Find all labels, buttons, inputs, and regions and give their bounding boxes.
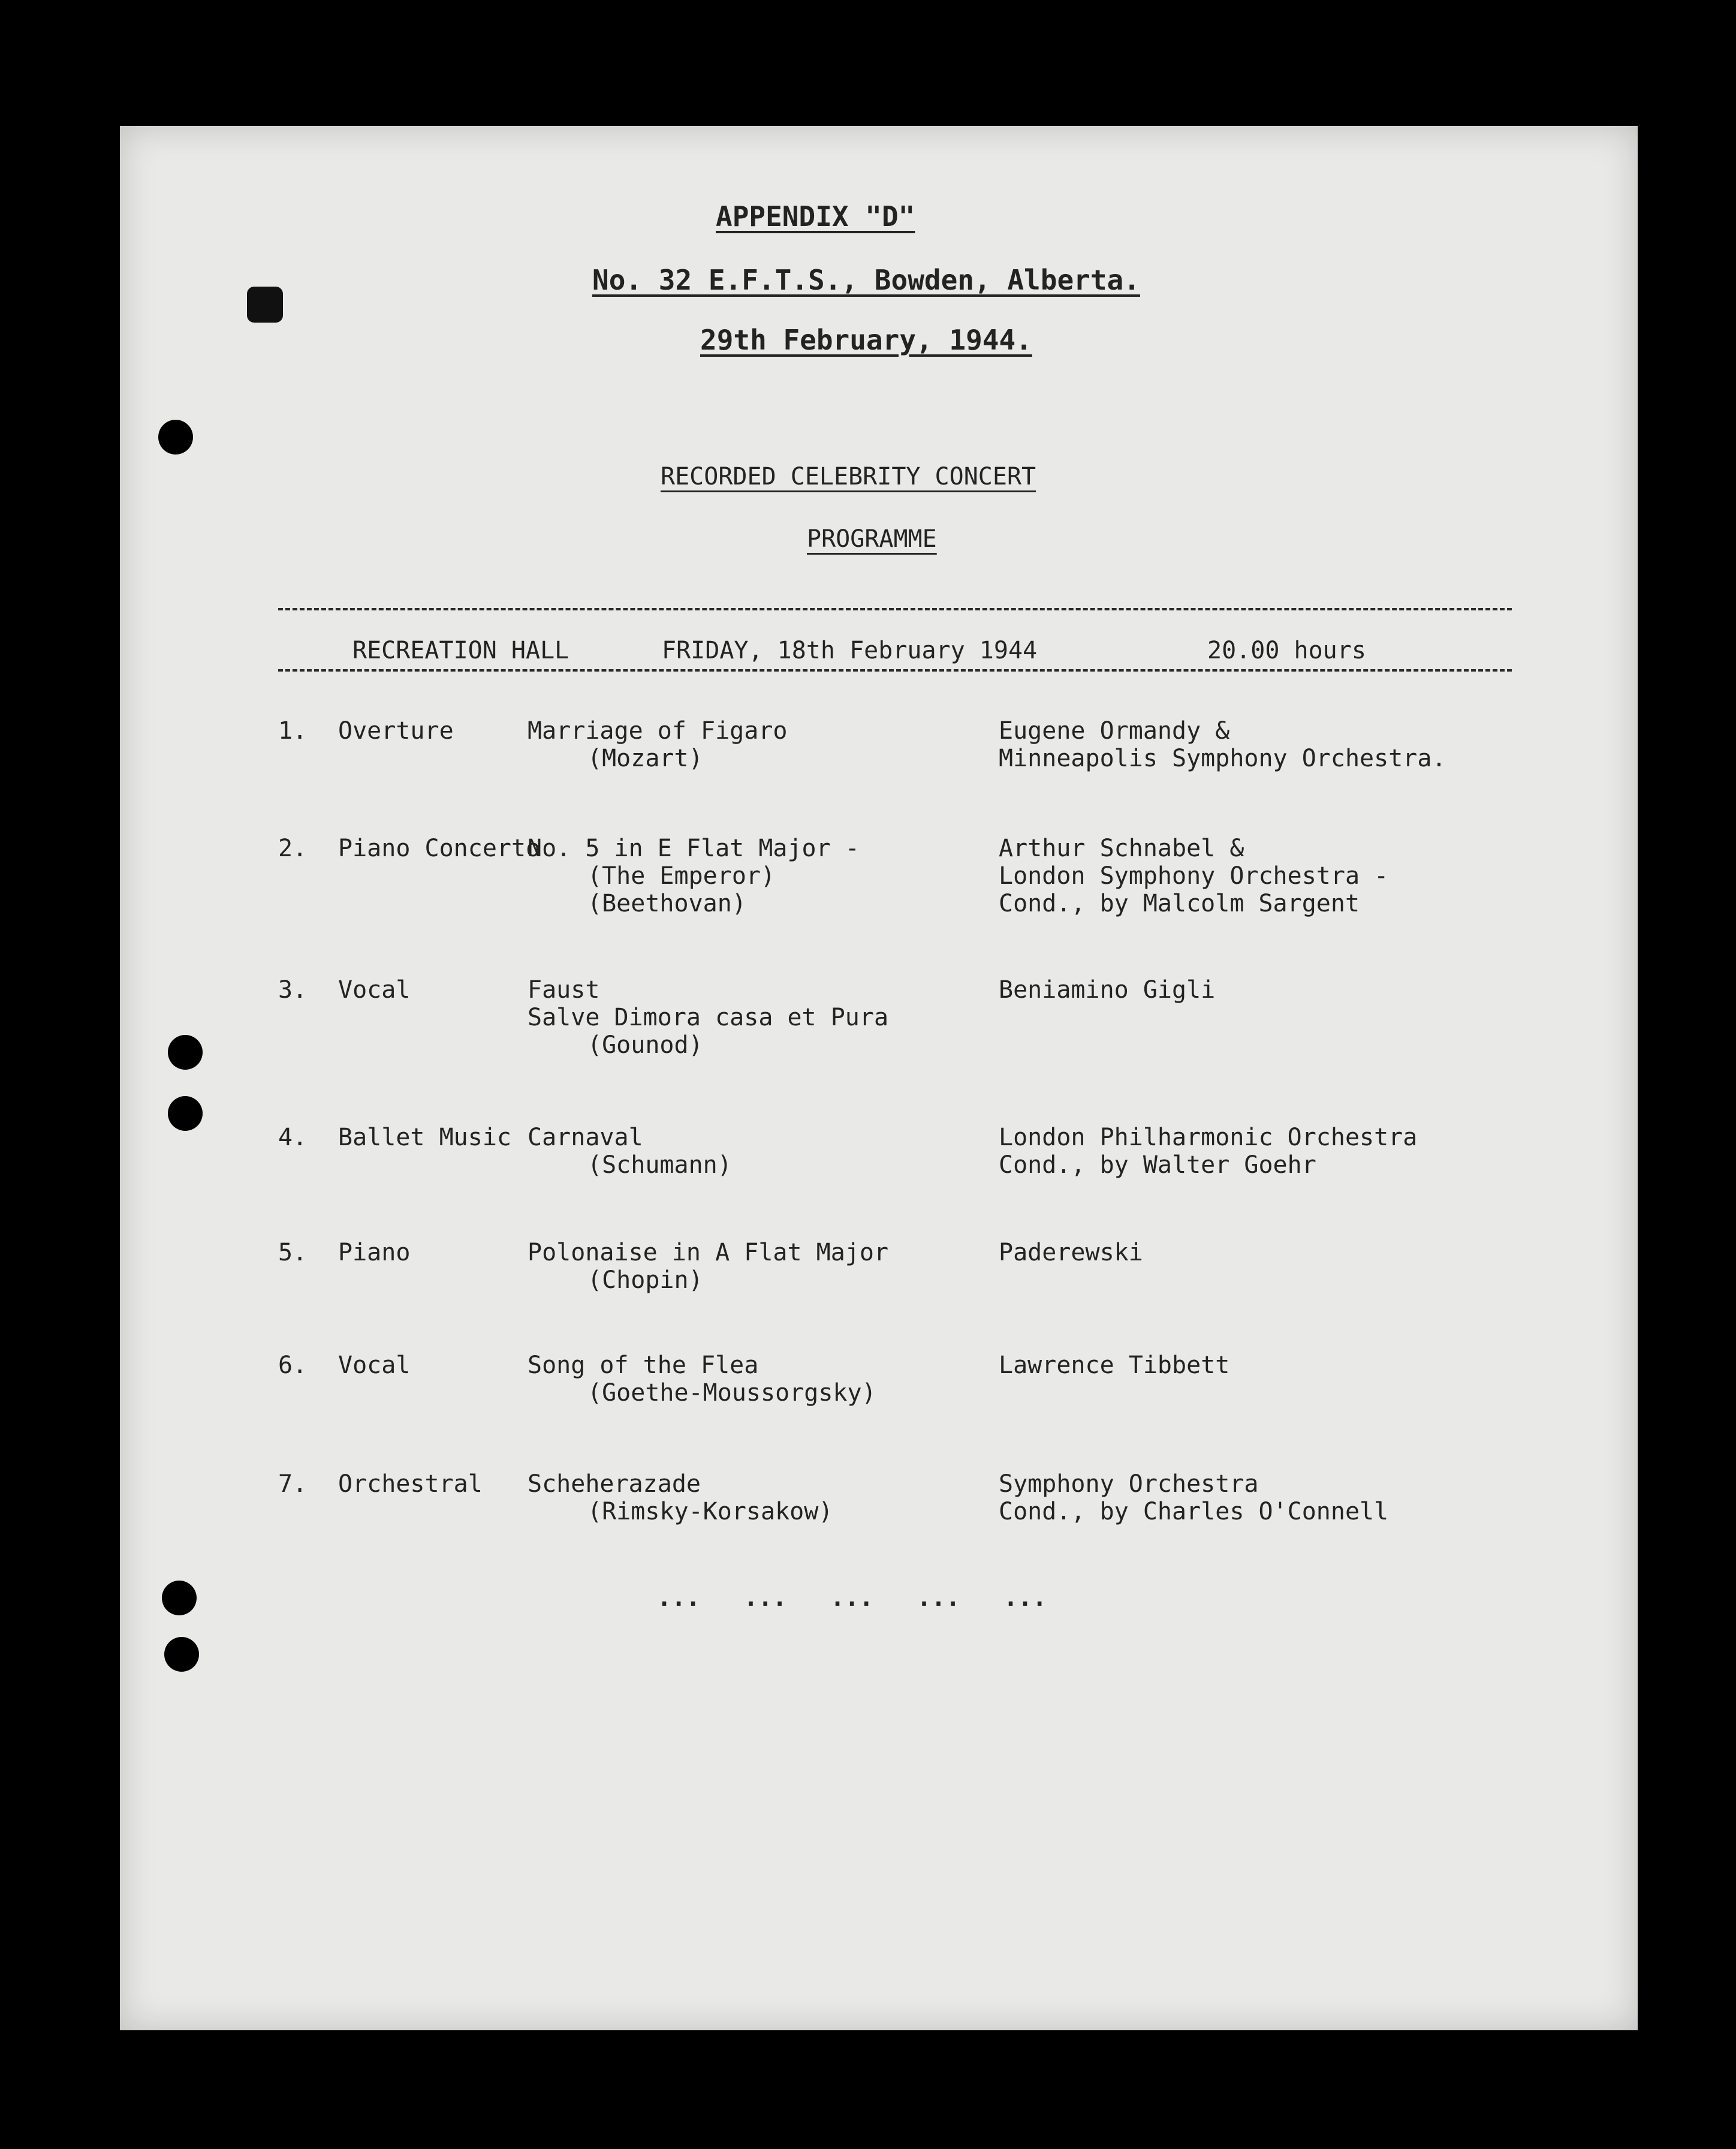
- item-work-line: (Mozart): [587, 745, 703, 772]
- item-work-line: (Rimsky-Korsakow): [587, 1498, 833, 1525]
- document-page: [120, 126, 1638, 2030]
- item-type: Piano Concerto: [338, 835, 541, 862]
- item-performer-line: Paderewski: [999, 1239, 1143, 1266]
- item-type: Piano: [338, 1239, 411, 1266]
- concert-day: FRIDAY, 18th February 1944: [662, 637, 1038, 664]
- item-type: Overture: [338, 717, 454, 745]
- punch-hole: [162, 1581, 197, 1615]
- punch-hole: [164, 1637, 199, 1672]
- ink-blot: [247, 287, 283, 323]
- item-work-line: Polonaise in A Flat Major: [528, 1239, 889, 1266]
- item-work-line: Carnaval: [528, 1124, 643, 1151]
- item-performer-line: Beniamino Gigli: [999, 976, 1216, 1004]
- item-performer-line: Eugene Ormandy &: [999, 717, 1230, 745]
- item-work-line: Salve Dimora casa et Pura: [528, 1004, 889, 1031]
- appendix-heading: APPENDIX "D": [716, 200, 915, 233]
- item-performer-line: Cond., by Charles O'Connell: [999, 1498, 1389, 1525]
- item-type: Vocal: [338, 1352, 411, 1379]
- punch-hole: [168, 1035, 203, 1070]
- item-performer-line: Cond., by Malcolm Sargent: [999, 890, 1360, 917]
- item-number: 5.: [278, 1239, 308, 1266]
- item-work-line: Faust: [528, 976, 600, 1004]
- concert-time: 20.00 hours: [1207, 637, 1366, 664]
- item-performer-line: Lawrence Tibbett: [999, 1352, 1230, 1379]
- item-number: 6.: [278, 1352, 308, 1379]
- item-number: 4.: [278, 1124, 308, 1151]
- date-heading: 29th February, 1944.: [700, 324, 1032, 356]
- item-type: Ballet Music: [338, 1124, 511, 1151]
- item-work-line: Scheherazade: [528, 1470, 701, 1498]
- item-performer-line: Minneapolis Symphony Orchestra.: [999, 745, 1446, 772]
- programme-title: PROGRAMME: [807, 525, 937, 553]
- punch-hole: [168, 1096, 203, 1131]
- item-work-line: No. 5 in E Flat Major -: [528, 835, 860, 862]
- item-performer-line: Symphony Orchestra: [999, 1470, 1259, 1498]
- item-performer-line: London Symphony Orchestra -: [999, 862, 1389, 890]
- item-performer-line: Cond., by Walter Goehr: [999, 1151, 1316, 1179]
- item-work-line: (Gounod): [587, 1031, 703, 1059]
- item-type: Vocal: [338, 976, 411, 1004]
- punch-hole: [158, 420, 193, 455]
- concert-title: RECORDED CELEBRITY CONCERT: [661, 463, 1036, 490]
- item-number: 2.: [278, 835, 308, 862]
- item-work-line: Song of the Flea: [528, 1352, 759, 1379]
- item-work-line: (Schumann): [587, 1151, 732, 1179]
- item-number: 7.: [278, 1470, 308, 1498]
- item-work-line: Marriage of Figaro: [528, 717, 788, 745]
- bottom-rule: [278, 669, 1512, 672]
- item-work-line: (Chopin): [587, 1266, 703, 1294]
- item-performer-line: London Philharmonic Orchestra: [999, 1124, 1418, 1151]
- item-type: Orchestral: [338, 1470, 483, 1498]
- item-number: 3.: [278, 976, 308, 1004]
- closing-dots: ... ... ... ... ...: [657, 1584, 1047, 1612]
- item-performer-line: Arthur Schnabel &: [999, 835, 1244, 862]
- item-number: 1.: [278, 717, 308, 745]
- item-work-line: (Goethe-Moussorgsky): [587, 1379, 876, 1407]
- item-work-line: (The Emperor): [587, 862, 776, 890]
- venue: RECREATION HALL: [352, 637, 569, 664]
- item-work-line: (Beethovan): [587, 890, 746, 917]
- unit-heading: No. 32 E.F.T.S., Bowden, Alberta.: [592, 264, 1140, 296]
- top-rule: [278, 608, 1512, 610]
